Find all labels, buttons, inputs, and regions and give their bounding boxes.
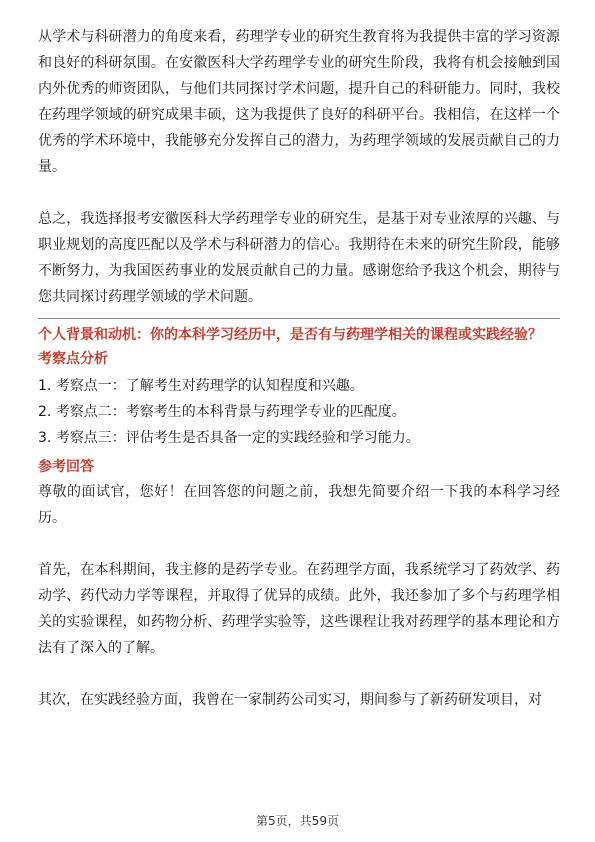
body-paragraph-2: 总之，我选择报考安徽医科大学药理学专业的研究生，是基于对专业浓厚的兴趣、与职业规划的高度匹配以及学术与科研潜力的信心。我期待在未来的研究生阶段，能够不断努力，为我国医药事业的发展贡献自己的力量。感谢您给予我这个机会，期待与您共同探讨药理学领域的学术问题。 [38,211,560,305]
page-content [38,24,560,713]
answer-title: 参考回答 [38,459,94,475]
page-number-footer: 第5页，共59页 [256,814,339,828]
analysis-point: 1. 考察点一：了解考生对药理学的认知程度和兴趣。 [38,378,364,394]
analysis-title: 考察点分析 [38,351,108,367]
paragraph-gap [38,531,560,557]
answer-paragraph-1: 尊敬的面试官，您好！在回答您的问题之前，我想先简要介绍一下我的本科学习经历。 [38,484,560,526]
analysis-point: 2. 考察点二：考察考生的本科背景与药理学专业的匹配度。 [38,404,406,420]
section-divider [38,318,560,319]
analysis-point: 3. 考察点三：评估考生是否具备一定的实践经验和学习能力。 [38,430,420,446]
paragraph-gap [38,661,560,687]
answer-paragraph-2: 首先，在本科期间，我主修的是药学专业。在药理学方面，我系统学习了药效学、药动学、药代动力学等课程，并取得了优异的成绩。此外，我还参加了多个与药理学相关的实验课程，如药物分析、药理学实验等，这些课程让我对药理学的基本理论和方法有了深入的了解。 [38,562,560,656]
body-paragraph-1: 从学术与科研潜力的角度来看，药理学专业的研究生教育将为我提供丰富的学习资源和良好的科研氛围。在安徽医科大学药理学专业的研究生阶段，我将有机会接触到国内外优秀的师资团队，与他们共同探讨学术问题，提升自己的科研能力。同时，我校在药理学领域的研究成果丰硕，这为我提供了良好的科研平台。我相信，在这样一个优秀的学术环境中，我能够充分发挥自己的潜力，为药理学领域的发展贡献自己的力量。 [38,29,560,175]
paragraph-gap [38,180,560,206]
answer-paragraph-3: 其次，在实践经验方面，我曾在一家制药公司实习，期间参与了新药研发项目，对 [38,692,542,708]
analysis-point-list [38,373,560,451]
question-heading: 个人背景和动机：你的本科学习经历中，是否有与药理学相关的课程或实践经验？ [38,327,542,343]
